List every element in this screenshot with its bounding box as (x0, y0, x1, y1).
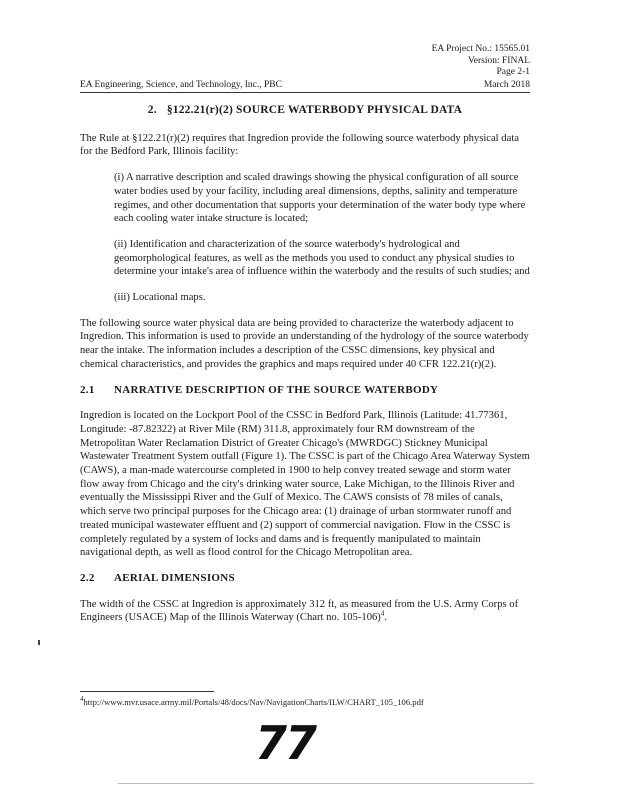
subsection-title: NARRATIVE DESCRIPTION OF THE SOURCE WATERBODY (114, 383, 439, 396)
aerial-dimensions-paragraph (80, 598, 530, 625)
section-heading (80, 104, 530, 118)
requirement-item-i: (i) A narrative description and scaled drawings showing the physical configuration of all source water bodies used by your facility, including areal dimensions, depths, salinity and temperature regimes, and other documentation that supports your determination of the water body type where each cooling water intake structure is located; (114, 172, 526, 225)
subsection-number: 2.2 (80, 571, 95, 584)
footnote-link[interactable]: http://www.mvr.usace.army.mil/Portals/48/docs/Nav/NavigationCharts/ILW/CHART_105_106.pdf (83, 697, 424, 707)
aerial-dimensions-text: The width of the CSSC at Ingredion is approximately 312 ft, as measured from the U.S. Army Corps of Engineers (USACE) Map of the Illinois Waterway (Chart no. 105-106) (80, 598, 519, 624)
subsection-heading-2-1 (80, 384, 530, 398)
document-body (80, 104, 530, 637)
scan-artifact (38, 640, 40, 645)
sentence-end: . (384, 612, 387, 624)
scan-edge-line (118, 783, 534, 784)
narrative-paragraph: Ingredion is located on the Lockport Pool of the CSSC in Bedford Park, Illinois (Latitude: 41.77361, Longitude: -87.82322) at River Mile (RM) 311.8, approximately four RM downstream of the Metropolitan Water Reclamation District of Greater Chicago's (MWRDGC) Stickney Municipal Wastewater Treatment System outfall (Figure 1). The CSSC is part of the Chicago Area Waterway System (CAWS), a man-made watercourse completed in 1900 to help convey treated sewage and storm water flow away from Chicago and the city's drinking water source, Lake Michigan, to the Illinois River and eventually the Mississippi River and the Gulf of Mexico. The CAWS consists of 78 miles of canals, which serve two principal purposes for the Chicago area: (1) drainage of urban stormwater runoff and treated municipal wastewater effluent and (2) support of commercial navigation. Flow in the CSSC is completely regulated by a system of locks and dams and is frequently manipulated to maintain navigational depth, as well as flood control for the Chicago Metropolitan area. (80, 410, 530, 559)
handwritten-page-mark: 77 (255, 716, 316, 770)
requirement-item-ii: (ii) Identification and characterization of the source waterbody's hydrological and geomorphological features, as well as the methods you used to conduct any physical studies to determine your intake's area of influence within the waterbody and the results of such studies; and (114, 238, 530, 278)
subsection-title: AERIAL DIMENSIONS (114, 571, 235, 584)
footnote-reference[interactable]: 4 (380, 609, 385, 618)
subsection-heading-2-2 (80, 572, 530, 586)
version-label: Version: FINAL (467, 55, 530, 66)
section-title: §122.21(r)(2) SOURCE WATERBODY PHYSICAL DATA (166, 104, 463, 116)
project-number: EA Project No.: 15565.01 (431, 44, 530, 54)
section-number: 2. (147, 104, 157, 116)
page-number: Page 2-1 (496, 67, 530, 77)
section-intro: The Rule at §122.21(r)(2) requires that Ingredion provide the following source waterbody physical data for the Bedford Park, Illinois facility: (80, 132, 519, 158)
footnote-divider (80, 691, 214, 692)
header-date: March 2018 (483, 80, 530, 90)
footnote-marker: 4 (80, 695, 84, 704)
footnote (80, 697, 424, 707)
header-right-block (432, 44, 530, 79)
company-name: EA Engineering, Science, and Technology, Inc., PBC (80, 80, 282, 90)
header-divider (80, 92, 530, 93)
requirement-item-iii: (iii) Locational maps. (114, 292, 206, 304)
section-summary: The following source water physical data are being provided to characterize the waterbody adjacent to Ingredion. This information is used to provide an understanding of the hydrology of the source waterbody near the intake. The information includes a description of the CSSC dimensions, key physical and chemical characteristics, and provides the graphics and maps required under 40 CFR 122.21(r)(2). (80, 317, 529, 370)
subsection-number: 2.1 (80, 383, 95, 396)
